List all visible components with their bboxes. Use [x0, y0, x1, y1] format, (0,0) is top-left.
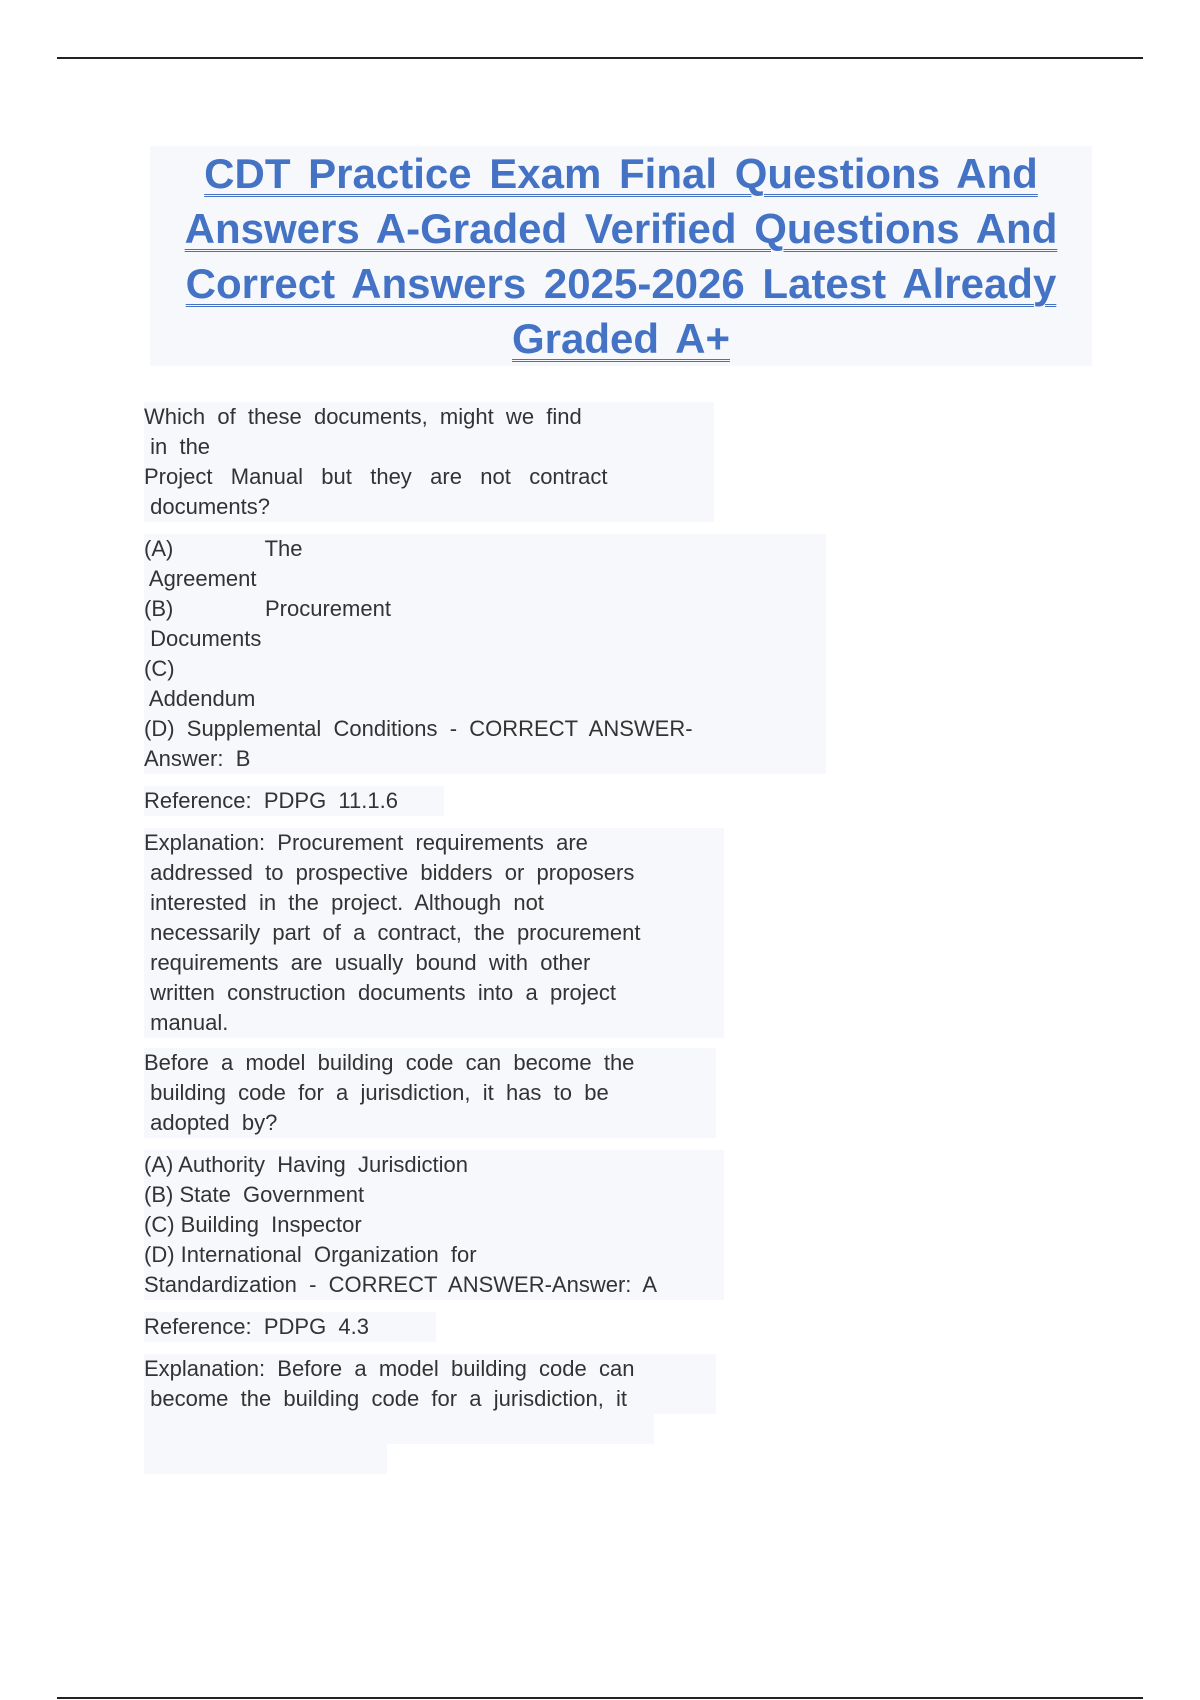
- explanation-line: interested in the project. Although not: [144, 890, 544, 915]
- question-2-line: Before a model building code can become the: [144, 1050, 635, 1075]
- explanation-line: manual.: [144, 1010, 229, 1035]
- document-body: [144, 402, 844, 1474]
- option-line: (B) Procurement: [144, 596, 391, 621]
- document-title[interactable]: [150, 146, 1092, 366]
- option-line: Addendum: [144, 686, 256, 711]
- question-2-options: [144, 1150, 724, 1300]
- question-2: [144, 1048, 716, 1138]
- question-1-explanation: [144, 828, 724, 1038]
- question-1-line: Which of these documents, might we find: [144, 404, 582, 429]
- option-line: Agreement: [144, 566, 257, 591]
- explanation-line: Explanation: Before a model building code can: [144, 1356, 635, 1381]
- title-line-1[interactable]: CDT Practice Exam Final Questions And: [204, 150, 1038, 197]
- question-1: [144, 402, 714, 522]
- option-line: (B) State Government: [144, 1182, 365, 1207]
- reference-text: Reference: PDPG 4.3: [144, 1314, 369, 1339]
- explanation-continuation-placeholder: [144, 1444, 387, 1474]
- document-title-box: [150, 146, 1092, 366]
- explanation-continuation-placeholder: [144, 1414, 654, 1444]
- question-1-options: [144, 534, 826, 774]
- question-2-explanation: [144, 1354, 716, 1414]
- option-line: (A) Authority Having Jurisdiction: [144, 1152, 469, 1177]
- explanation-line: Explanation: Procurement requirements are: [144, 830, 588, 855]
- question-1-line: in the: [144, 434, 211, 459]
- question-2-reference: [144, 1312, 436, 1342]
- option-line: (A) The: [144, 536, 303, 561]
- question-2-line: building code for a jurisdiction, it has to be: [144, 1080, 609, 1105]
- option-line: Documents: [144, 626, 262, 651]
- header-rule: [57, 57, 1143, 59]
- explanation-line: become the building code for a jurisdiction, it: [144, 1386, 628, 1411]
- answer-line: Answer: B: [144, 746, 251, 771]
- explanation-line: requirements are usually bound with other: [144, 950, 591, 975]
- title-line-4[interactable]: Graded A+: [511, 315, 730, 362]
- title-line-3[interactable]: Correct Answers 2025-2026 Latest Already: [185, 260, 1057, 307]
- footer-rule: [57, 1697, 1143, 1699]
- answer-line: Standardization - CORRECT ANSWER-Answer: A: [144, 1272, 658, 1297]
- reference-text: Reference: PDPG 11.1.6: [144, 788, 398, 813]
- explanation-line: addressed to prospective bidders or proposers: [144, 860, 635, 885]
- option-line: (C): [144, 656, 175, 681]
- option-line: (C) Building Inspector: [144, 1212, 362, 1237]
- answer-line: (D) Supplemental Conditions - CORRECT ANSWER-: [144, 716, 693, 741]
- question-1-reference: [144, 786, 444, 816]
- explanation-line: written construction documents into a project: [144, 980, 617, 1005]
- question-1-line: documents?: [144, 494, 270, 519]
- question-1-line: Project Manual but they are not contract: [144, 464, 608, 489]
- question-2-line: adopted by?: [144, 1110, 278, 1135]
- explanation-line: necessarily part of a contract, the procurement: [144, 920, 641, 945]
- title-line-2[interactable]: Answers A-Graded Verified Questions And: [184, 205, 1058, 252]
- option-line: (D) International Organization for: [144, 1242, 477, 1267]
